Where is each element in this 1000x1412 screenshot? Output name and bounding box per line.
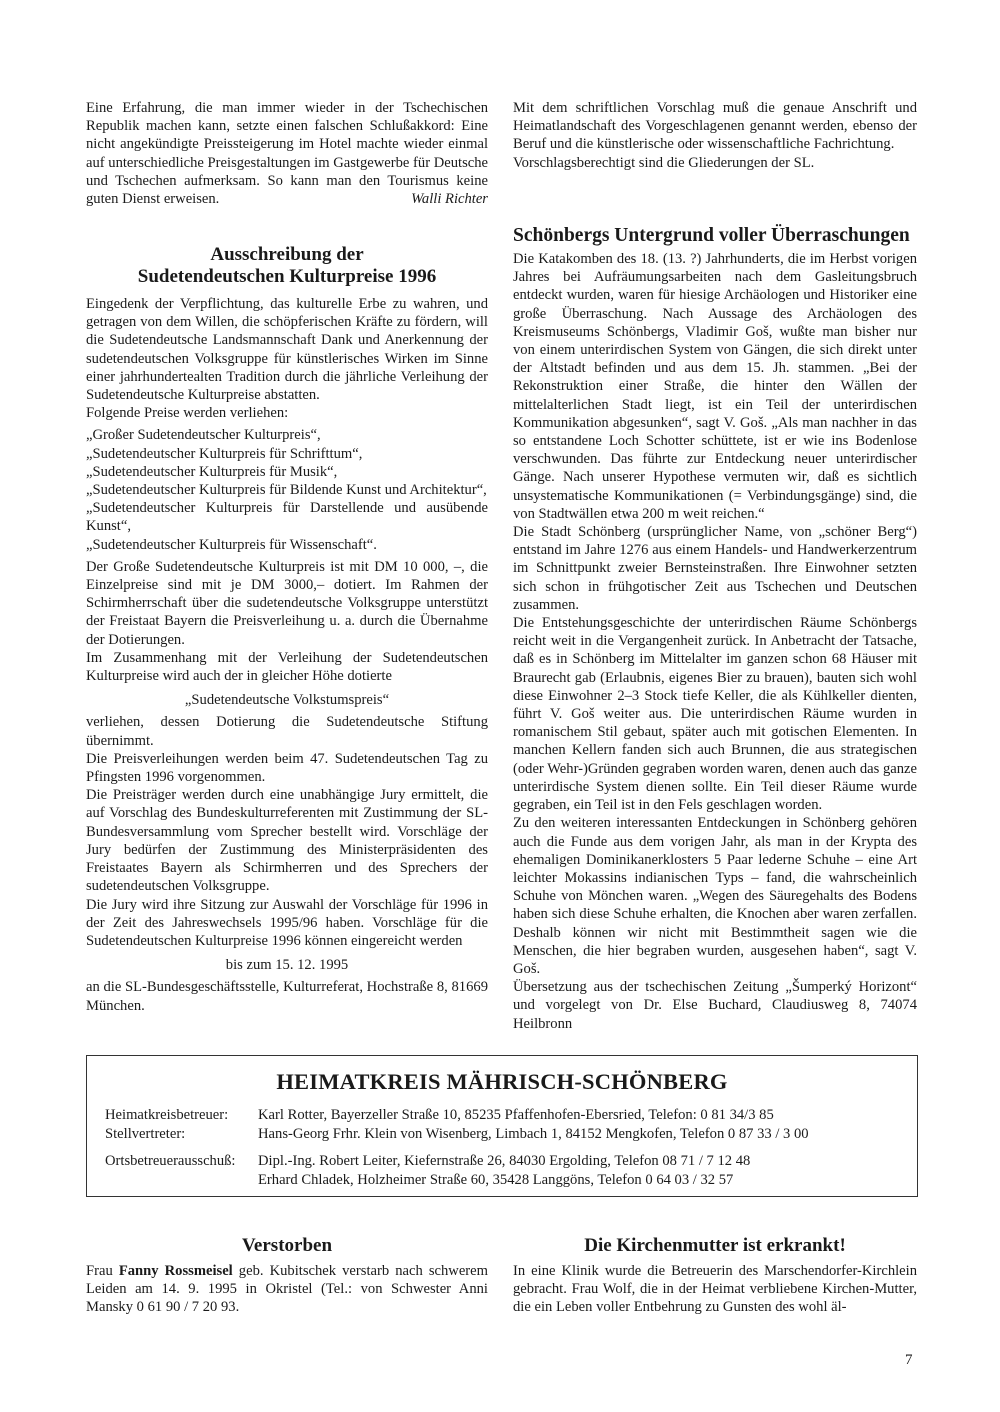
deadline: bis zum 15. 12. 1995 [225,957,349,974]
heimatkreis-title: HEIMATKREIS MÄHRISCH-SCHÖNBERG [276,1069,728,1094]
kulturpreise-p2: Folgende Preise werden verliehen: [86,405,289,422]
row-value: Hans-Georg Frhr. Klein von Wisenberg, Limbach 1, 84152 Mengkofen, Telefon 0 87 33 / 3 00 [258,1126,809,1142]
kulturpreise-p4: Im Zusammenhang mit der Verleihung der Sudetendeutschen Kulturpreise wird auch der in gleicher Höhe dotierte [86,649,488,685]
heimatkreis-box [86,1055,918,1197]
verstorben-text: geb. Kubitschek verstarb nach schwerem Leiden am 14. 9. 1995 in Okristel (Tel.: von Schwester Anni Mansky 0 61 90 / 7 20 93. [86,1263,488,1316]
kulturpreise-body [86,295,488,1015]
prize-item: „Sudetendeutscher Kulturpreis für Schrifttum“, [86,445,363,462]
prize-item: „Großer Sudetendeutscher Kulturpreis“, [86,427,321,444]
kulturpreise-continuation [513,99,917,172]
kulturpreise-p7: Die Preisträger werden durch eine unabhängige Jury ermittelt, die auf Vorschlag des Bundeskulturreferenten mit Zustimmung der SL-Bundesversammlung vom Sprecher bestellt wird. Vorschläge der Jury bedürfen der Zustimmung des Ministerpräsidenten des Freistaates Bayern als Schirmherren und des Sprechers der sudetendeutschen Volksgruppe. [86,787,488,895]
volkstumspreis: „Sudetendeutsche Volkstumspreis“ [184,692,390,709]
kulturpreise-heading [86,244,488,288]
kulturpreise-p3: Der Große Sudetendeutsche Kulturpreis ist mit DM 10 000, –, die Einzelpreise sind mit je DM 3000,– dotiert. Im Rahmen der Schirmherrschaft über die sudetendeutsche Volksgruppe unterstützt der Freistaat Bayern die Preisverleihung u. a. durch die Übernahme der Dotierungen. [86,558,488,648]
kirchenmutter-title: Die Kirchenmutter ist erkrankt! [584,1235,846,1256]
kirchenmutter-article [513,1234,917,1317]
row-label: Heimatkreisbetreuer: [105,1107,229,1123]
verstorben-title: Verstorben [241,1235,333,1256]
prize-item: „Sudetendeutscher Kulturpreis für Musik“, [86,463,338,480]
schoenberg-title: Schönbergs Untergrund voller Überraschungen [513,225,910,246]
kulturpreise-p10: Mit dem schriftlichen Vorschlag muß die genaue Anschrift und Heimatlandschaft des Vorgeschlagenen genannt werden, ebenso der Beruf und die künstlerische oder wissenschaftliche Fachrichtung. [513,100,917,153]
prize-item: „Sudetendeutscher Kulturpreis für Darstellende und ausübende Kunst“, [86,500,488,535]
kulturpreise-p6: Die Preisverleihungen werden beim 47. Sudetendeutschen Tag zu Pfingsten 1996 vorgenommen. [86,750,488,786]
row-value: Dipl.-Ing. Robert Leiter, Kiefernstraße 26, 84030 Ergolding, Telefon 08 71 / 7 12 48 [258,1153,751,1169]
kulturpreise-p11: Vorschlagsberechtigt sind die Gliederungen der SL. [513,154,815,171]
row-value: Karl Rotter, Bayerzeller Straße 10, 85235 Pfaffenhofen-Ebersried, Telefon: 0 81 34/3 85 [258,1107,774,1123]
deceased-name: Fanny Rossmeisel [118,1263,233,1279]
schoenberg-p3: Die Entstehungsgeschichte der unterirdischen Räume Schönbergs reicht weit in die Vergangenheit zurück. In Anbetracht der Tatsache, daß es in Schönberg im Mittelalter im ganzen schon 68 Häuser mit Braurecht gab (Erlaubnis, eigenes Bier zu brauen), bauten sich wohl diese Einwohner 2–3 Stock tiefe Keller, die als Kühlkeller dienten, führt V. Goš weiter aus. Die unterirdischen Räume wurden in romanischem Stil gebaut, später auch mit gotischen Elementen. In manchen Kellern fanden sich auch Brunnen, die aus strategischen (oder Wehr-)Gründen gegraben worden waren, denen auch das ganze unterirdische System dienen sollte. Ein Teil dieser Räume wurde gegraben, ein Teil ist in den Fels geschlagen worden. [513,615,917,814]
kulturpreise-title-line1: Ausschreibung der [210,244,364,265]
page-number: 7 [905,1352,913,1368]
kirchenmutter-text: In eine Klinik wurde die Betreuerin des Marschendorfer-Kirchlein gebracht. Frau Wolf, die in der Heimat verbliebene Kirchen-Mutter, die ein Leben voller Entbehrung zu Gunsten des wohl äl- [513,1263,917,1316]
row-label: Ortsbetreuerausschuß: [105,1153,236,1169]
verstorben-prefix: Frau [86,1263,119,1279]
kulturpreise-p8: Die Jury wird ihre Sitzung zur Auswahl der Vorschläge für 1996 in der Zeit des Jahreswechsels 1995/96 haben. Vorschläge für die Sudetendeutschen Kulturpreise 1996 können eingereicht werden [86,896,488,949]
intro-text: Eine Erfahrung, die man immer wieder in der Tschechischen Republik machen kann, setzte einen falschen Schlußakkord: Eine nicht angekündigte Preissteigerung im Hotel machte wieder einmal auf unterschiedliche Preisgestaltungen im Gastgewerbe für Deutsche und Tschechen aufmerksam. So kann man den Tourismus keine guten Dienst erweisen. [86,100,488,208]
kulturpreise-p1: Eingedenk der Verpflichtung, das kulturelle Erbe zu wahren, und getragen von dem Willen, die schöpferischen Kräfte zu fördern, will die Sudetendeutsche Landsmannschaft Dank und Anerkennung der sudetendeutschen Volksgruppe für künstlerisches Wirken im Sinne einer jahrhundertealten Tradition durch die jährliche Verleihung der Sudetendeutsche Kulturpreise abstatten. [86,296,488,404]
row-value: Erhard Chladek, Holzheimer Straße 60, 35428 Langgöns, Telefon 0 64 03 / 32 57 [258,1172,734,1188]
kulturpreise-title-line2: Sudetendeutschen Kulturpreise 1996 [137,266,437,287]
prize-item: „Sudetendeutscher Kulturpreis für Wissenschaft“. [86,536,377,553]
schoenberg-article [513,224,917,1033]
schoenberg-p2: Die Stadt Schönberg (ursprünglicher Name, von „schöner Berg“) entstand im Jahre 1276 aus einem Handels- und Handwerkerzentrum im Schnittpunkt zweier Bernsteinstraßen. Ihre Einwohner setzten sich schon in frühgotischer Zeit aus Tschechen und Deutschen zusammen. [513,524,917,613]
verstorben-article [86,1234,488,1317]
prize-item: „Sudetendeutscher Kulturpreis für Bildende Kunst und Architektur“, [86,482,487,499]
prize-list [86,426,488,553]
row-label: Stellvertreter: [105,1126,186,1142]
schoenberg-p5: Übersetzung aus der tschechischen Zeitung „Šumperký Horizont“ und vorgelegt von Dr. Else Buchard, Claudiusweg 8, 74074 Heilbronn [513,979,917,1032]
kulturpreise-p5: verliehen, dessen Dotierung die Sudetendeutsche Stiftung übernimmt. [86,714,488,749]
intro-article [86,99,488,208]
schoenberg-p1: Die Katakomben des 18. (13. ?) Jahrhunderts, die im Herbst vorigen Jahres bei Aufräumungsarbeiten nach dem Gasleitungsbruch entdeckt wurden, waren für hiesige Archäologen und Historiker eine große Überraschung. Nach Aussage des Archäologen des Kreismuseums Schönbergs, Vladimir Goš, wußte man bisher nur von einem unterirdischen System von Gängen, die sich direkt unter der Altstadt befinden und aus dem 15. Jh. stammen. „Bei der Rekonstruktion einer Straße, die hinter den Wällen der mittelalterlichen Stadt liegt, ist ein Teil der unterirdischen Kommunikation abgesunken“, sagt V. Goš. „Als man nachher in das so entstandene Loch Schotter schüttete, ist er wie ins Bodenlose verschwunden. Das führte zur Entdeckung neuer unterirdischer Gänge. Nach unserer Hypothese vermuten wir, daß es sichtlich unsystematische Kommunikationen (= Verbindungsgänge) sind, die von Stadtwällen etwa 200 m weit reichen.“ [513,251,917,522]
intro-author: Walli Richter [411,191,488,208]
kulturpreise-p9: an die SL-Bundesgeschäftsstelle, Kulturreferat, Hochstraße 8, 81669 München. [86,979,488,1014]
schoenberg-p4: Zu den weiteren interessanten Entdeckungen in Schönberg gehören auch die Funde aus dem vorigen Jahr, als man in der Krypta des ehemaligen Dominikanerklosters 5 Paar lederne Schuhe – eine Art leichter Mokassins indianischen Typs – fand, die wahrscheinlich Schuhe von Mönchen waren. „Wegen des Säuregehalts des Bodens haben sich diese Schuhe erhalten, die Knochen aber waren zerfallen. Deshalb können wir nicht mit Bestimmtheit sagen wie die Menschen, die hier begraben wurden, ausgesehen haben“, sagt V. Goš. [513,815,917,977]
